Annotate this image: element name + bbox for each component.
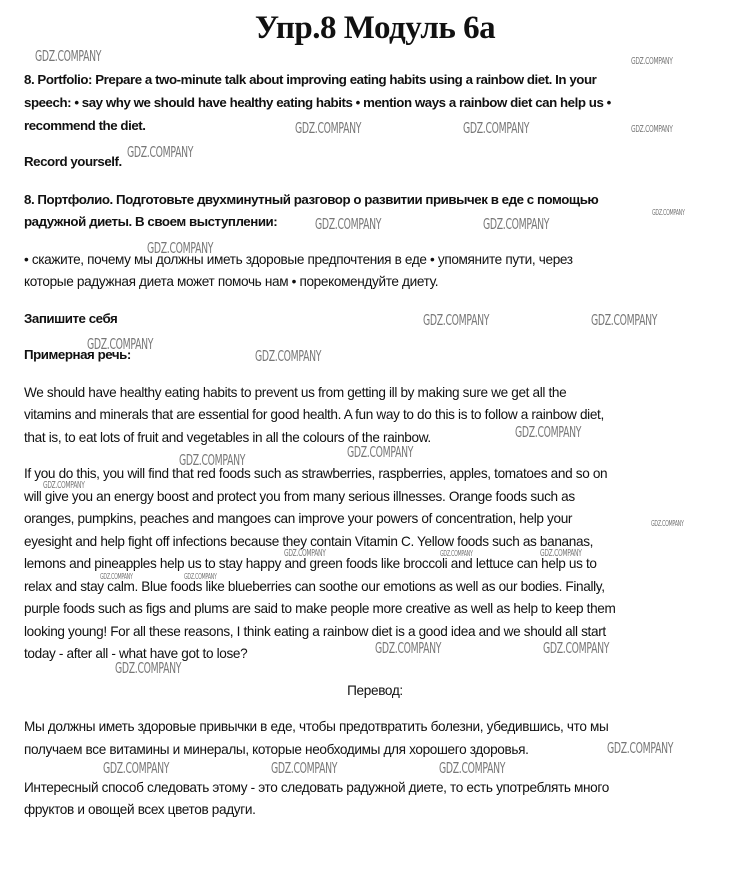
watermark: GDZ.COMPANY <box>652 208 685 217</box>
watermark: GDZ.COMPANY <box>115 659 182 677</box>
watermark: GDZ.COMPANY <box>347 443 414 461</box>
trans2-line: фруктов и овощей всех цветов радуги. <box>24 802 256 817</box>
watermark: GDZ.COMPANY <box>440 549 473 558</box>
watermark: GDZ.COMPANY <box>147 239 214 257</box>
task-ru-line: 8. Портфолио. Подготовьте двухминутный разговор о развитии привычек в еде с помощью <box>24 192 599 207</box>
para2-line: today - after all - what have got to lose? <box>24 646 248 661</box>
watermark: GDZ.COMPANY <box>483 215 550 233</box>
watermark: GDZ.COMPANY <box>607 739 674 757</box>
trans1-line: получаем все витамины и минералы, которые необходимы для хорошего здоровья. <box>24 742 529 757</box>
watermark: GDZ.COMPANY <box>439 759 506 777</box>
watermark: GDZ.COMPANY <box>463 119 530 137</box>
watermark: GDZ.COMPANY <box>255 347 322 365</box>
task-en-line: speech: • say why we should have healthy eating habits • mention ways a rainbow diet can help us • <box>24 95 611 110</box>
watermark: GDZ.COMPANY <box>100 572 133 581</box>
watermark: GDZ.COMPANY <box>543 639 610 657</box>
watermark: GDZ.COMPANY <box>295 119 362 137</box>
watermark: GDZ.COMPANY <box>127 143 194 161</box>
record-yourself-en: Record yourself. <box>24 154 122 169</box>
watermark: GDZ.COMPANY <box>540 548 582 559</box>
page-title: Упр.8 Модуль 6а <box>254 10 496 46</box>
para1-line: vitamins and minerals that are essential for good health. A fun way to do this is to follow a rainbow diet, <box>24 407 604 422</box>
para2-line: lemons and pineapples help us to stay happy and green foods like broccoli and lettuce can help us to <box>24 556 597 571</box>
watermark: GDZ.COMPANY <box>631 56 673 67</box>
task-en-line: 8. Portfolio: Prepare a two-minute talk about improving eating habits using a rainbow diet. In your <box>24 72 597 87</box>
watermark: GDZ.COMPANY <box>651 519 684 528</box>
watermark: GDZ.COMPANY <box>35 47 102 65</box>
bullets-ru-line: которые радужная диета может помочь нам • порекомендуйте диету. <box>24 274 439 289</box>
para2-line: looking young! For all these reasons, I think eating a rainbow diet is a good idea and we should all start <box>24 624 606 639</box>
watermark: GDZ.COMPANY <box>315 215 382 233</box>
bullets-ru-line: • скажите, почему мы должны иметь здоровые предпочтения в еде • упомяните пути, через <box>24 252 573 267</box>
para2-line: If you do this, you will find that red foods such as strawberries, raspberries, apples, tomatoes and so on <box>24 466 608 481</box>
watermark: GDZ.COMPANY <box>43 480 85 491</box>
watermark: GDZ.COMPANY <box>103 759 170 777</box>
translation-heading: Перевод: <box>347 683 403 698</box>
trans1-line: Мы должны иметь здоровые привычки в еде, чтобы предотвратить болезни, убедившись, что мы <box>24 719 609 734</box>
para2-line: will give you an energy boost and protect you from many serious illnesses. Orange foods such as <box>24 489 575 504</box>
record-yourself-ru: Запишите себя <box>24 311 118 326</box>
trans2-line: Интересный способ следовать этому - это следовать радужной диете, то есть употреблять много <box>24 780 609 795</box>
para2-line: purple foods such as figs and plums are said to make people more creative as well as help to keep them <box>24 601 616 616</box>
watermark: GDZ.COMPANY <box>271 759 338 777</box>
para2-line: oranges, pumpkins, peaches and mangoes can improve your powers of concentration, help your <box>24 511 573 526</box>
watermark: GDZ.COMPANY <box>423 311 490 329</box>
task-ru-line: радужной диеты. В своем выступлении: <box>24 214 278 229</box>
para1-line: We should have healthy eating habits to prevent us from getting ill by making sure we get all the <box>24 385 567 400</box>
para2-line: relax and stay calm. Blue foods like blueberries can soothe our emotions as well as our bodies. Finally, <box>24 579 605 594</box>
task-en-line: recommend the diet. <box>24 118 146 133</box>
watermark: GDZ.COMPANY <box>631 124 673 135</box>
watermark: GDZ.COMPANY <box>184 572 217 581</box>
watermark: GDZ.COMPANY <box>87 335 154 353</box>
sample-speech-heading: Примерная речь: <box>24 347 131 362</box>
watermark: GDZ.COMPANY <box>179 451 246 469</box>
watermark: GDZ.COMPANY <box>375 639 442 657</box>
watermark: GDZ.COMPANY <box>515 423 582 441</box>
para1-line: that is, to eat lots of fruit and vegetables in all the colours of the rainbow. <box>24 430 431 445</box>
watermark: GDZ.COMPANY <box>591 311 658 329</box>
watermark: GDZ.COMPANY <box>284 548 326 559</box>
para2-line: eyesight and help fight off infections because they contain Vitamin C. Yellow foods such as bananas, <box>24 534 594 549</box>
